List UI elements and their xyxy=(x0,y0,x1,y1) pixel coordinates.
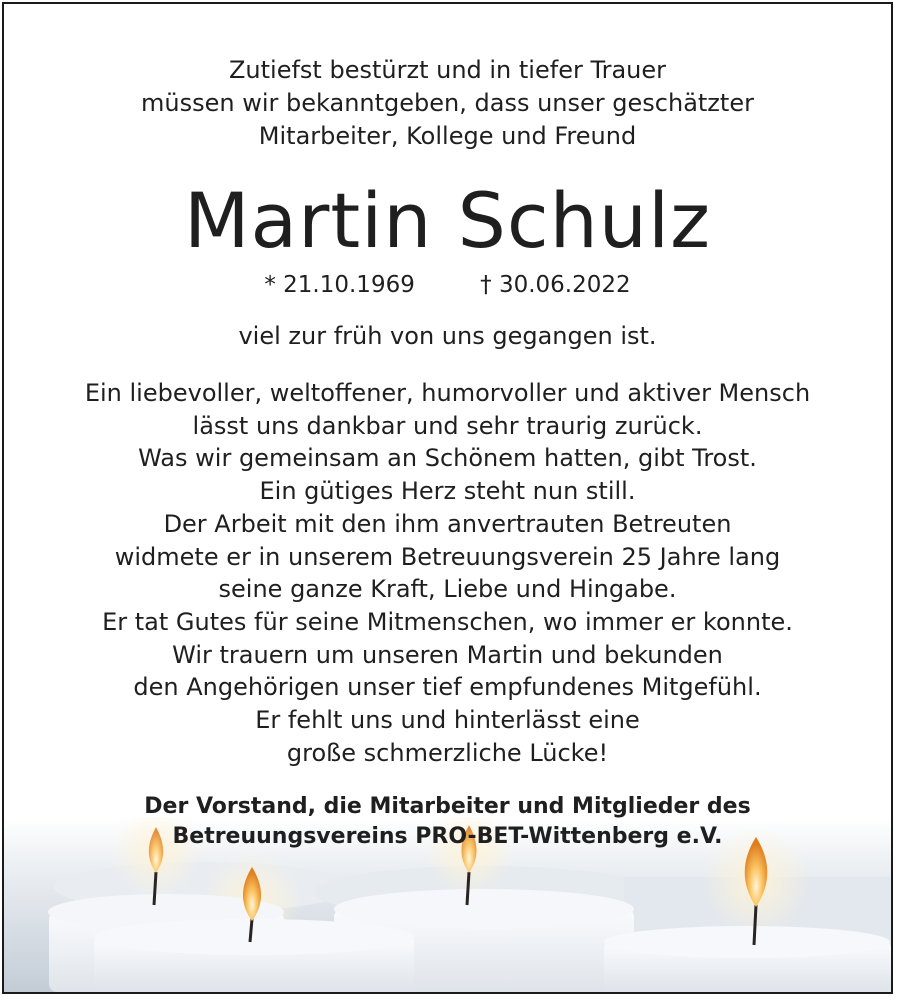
passing-line: viel zur früh von uns gegangen ist. xyxy=(238,322,657,350)
tribute-line: Ein gütiges Herz steht nun still. xyxy=(259,477,636,506)
life-dates xyxy=(4,269,891,301)
tribute-line: Der Arbeit mit den ihm anvertrauten Betreuten xyxy=(163,509,732,538)
intro-line: Zutiefst bestürzt und in tiefer Trauer xyxy=(228,56,666,84)
signature xyxy=(4,792,891,852)
obituary-notice xyxy=(2,2,893,994)
tribute-line: Ein liebevoller, weltoffener, humorvoller und aktiver Mensch xyxy=(84,379,811,407)
tribute-line: den Angehörigen unser tief empfundenes Mitgefühl. xyxy=(133,673,762,702)
tribute-text xyxy=(4,377,891,769)
tribute-line: Was wir gemeinsam an Schönem hatten, gibt Trost. xyxy=(138,444,757,473)
tribute-line: große schmerzliche Lücke! xyxy=(286,738,609,767)
deceased-name: Martin Schulz xyxy=(183,176,711,265)
tribute-line: Wir trauern um unseren Martin und bekunden xyxy=(172,640,723,669)
intro-line: müssen wir bekanntgeben, dass unser geschätzter xyxy=(141,89,754,117)
tribute-line: lässt uns dankbar und sehr traurig zurück. xyxy=(192,411,703,440)
tribute-line: widmete er in unserem Betreuungsverein 25 Jahre lang xyxy=(114,542,781,571)
signature-line: Der Vorstand, die Mitarbeiter und Mitglieder des xyxy=(144,794,751,819)
intro-line: Mitarbeiter, Kollege und Freund xyxy=(258,122,637,150)
intro-text xyxy=(4,54,891,153)
tribute-line: seine ganze Kraft, Liebe und Hingabe. xyxy=(218,575,677,604)
tribute-line: Er tat Gutes für seine Mitmenschen, wo immer er konnte. xyxy=(102,607,793,636)
signature-line: Betreuungsvereins PRO-BET-Wittenberg e.V. xyxy=(172,824,723,849)
birth-date: * 21.10.1969 xyxy=(264,272,415,298)
death-date: † 30.06.2022 xyxy=(480,272,631,298)
tribute-line: Er fehlt uns und hinterlässt eine xyxy=(255,706,640,735)
